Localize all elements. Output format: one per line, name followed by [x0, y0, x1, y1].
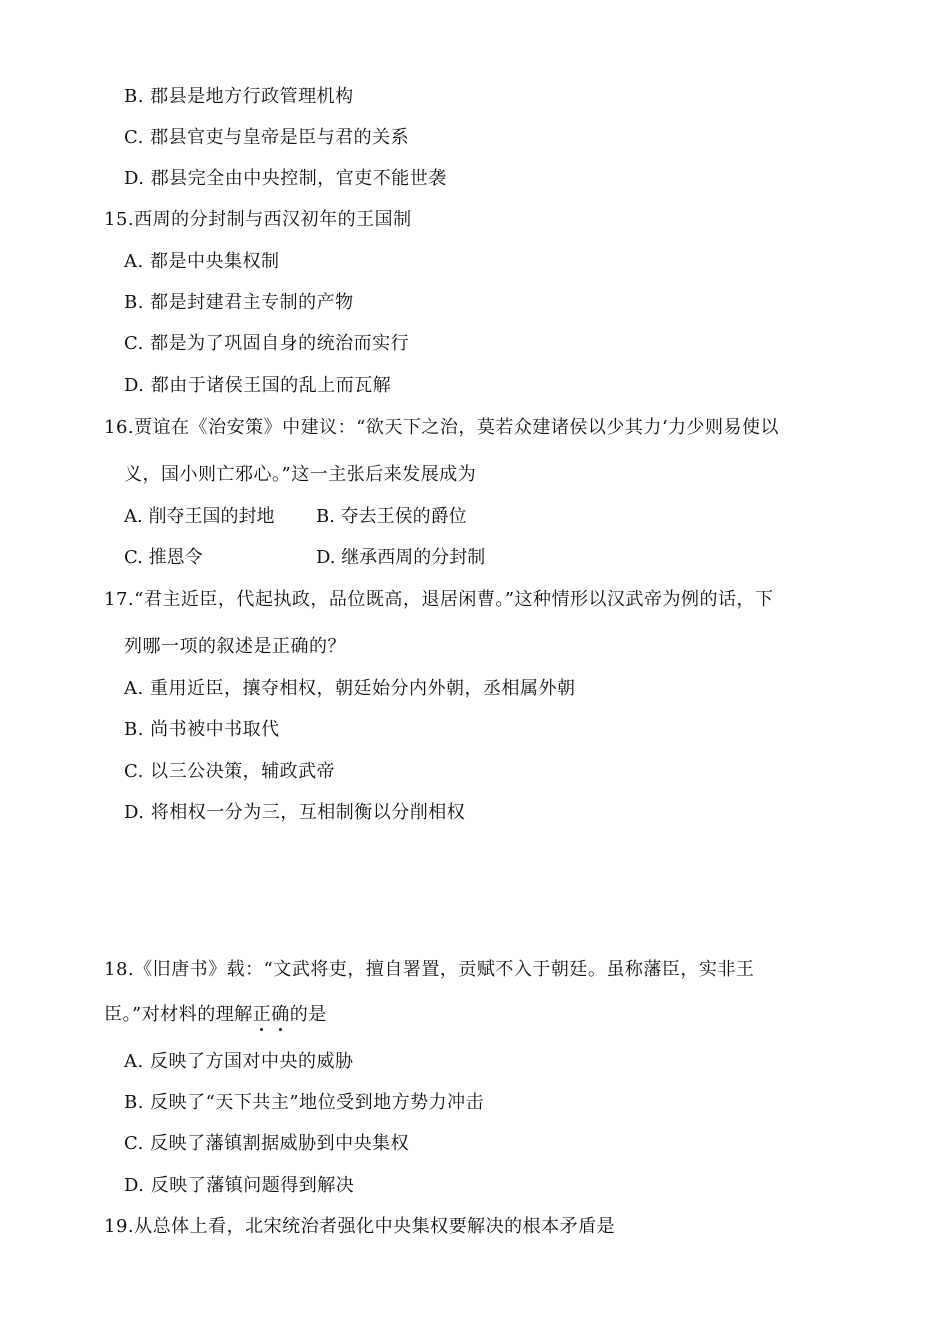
q17-stem-line1: 17.“君主近臣，代起执政，品位既高，退居闲曹。”这种情形以汉武帝为例的话，下	[104, 589, 774, 610]
q16-options-row1	[124, 505, 467, 529]
q15-stem: 15.西周的分封制与西汉初年的王国制	[104, 209, 412, 230]
q18-stem-text: 臣。”对材料的理解	[104, 1004, 253, 1025]
q15-option-d: D. 都由于诸侯王国的乱上而瓦解	[124, 375, 392, 396]
q18-option-d: D. 反映了藩镇问题得到解决	[124, 1175, 355, 1196]
q18-option-a: A. 反映了方国对中央的威胁	[124, 1051, 354, 1072]
q15-option-a: A. 都是中央集权制	[124, 251, 280, 272]
q19-stem: 19.从总体上看，北宋统治者强化中央集权要解决的根本矛盾是	[104, 1216, 616, 1237]
q18-option-c: C. 反映了藩镇割据威胁到中央集权	[124, 1133, 410, 1154]
q18-stem-text-end: 的是	[289, 1004, 327, 1025]
q16-stem-line2: 义，国小则亡邪心。”这一主张后来发展成为	[124, 464, 477, 485]
q14-option-b: B. 郡县是地方行政管理机构	[124, 86, 354, 107]
q16-option-d: D. 继承西周的分封制	[316, 547, 486, 568]
q18-emphasis-char-1: 正	[252, 1004, 272, 1025]
q18-emphasis-char-2: 确	[271, 1004, 290, 1025]
q14-option-c: C. 郡县官吏与皇帝是臣与君的关系	[124, 127, 410, 148]
q18-stem-line2	[104, 1003, 327, 1027]
q18-option-b: B. 反映了“天下共主”地位受到地方势力冲击	[124, 1092, 485, 1113]
q17-option-c: C. 以三公决策，辅政武帝	[124, 761, 336, 782]
q16-option-a: A. 削夺王国的封地	[124, 506, 275, 527]
q15-option-c: C. 都是为了巩固自身的统治而实行	[124, 333, 410, 354]
q17-option-a: A. 重用近臣，攘夺相权，朝廷始分内外朝，丞相属外朝	[124, 678, 576, 699]
q16-stem-line1: 16.贾谊在《治安策》中建议：“欲天下之治，莫若众建诸侯以少其力‘力少则易使以	[104, 417, 780, 438]
q16-option-b: B. 夺去王侯的爵位	[316, 506, 467, 527]
q16-option-c: C. 推恩令	[124, 547, 203, 568]
q18-stem-line1: 18.《旧唐书》载：“文武将吏，擅自署置，贡赋不入于朝廷。虽称藩臣，实非王	[104, 959, 755, 980]
q17-option-d: D. 将相权一分为三，互相制衡以分削相权	[124, 802, 466, 823]
q15-option-b: B. 都是封建君主专制的产物	[124, 292, 354, 313]
q14-option-d: D. 郡县完全由中央控制，官吏不能世袭	[124, 168, 447, 189]
q17-stem-line2: 列哪一项的叙述是正确的？	[124, 636, 346, 657]
q17-option-b: B. 尚书被中书取代	[124, 719, 280, 740]
q16-options-row2	[124, 546, 485, 570]
